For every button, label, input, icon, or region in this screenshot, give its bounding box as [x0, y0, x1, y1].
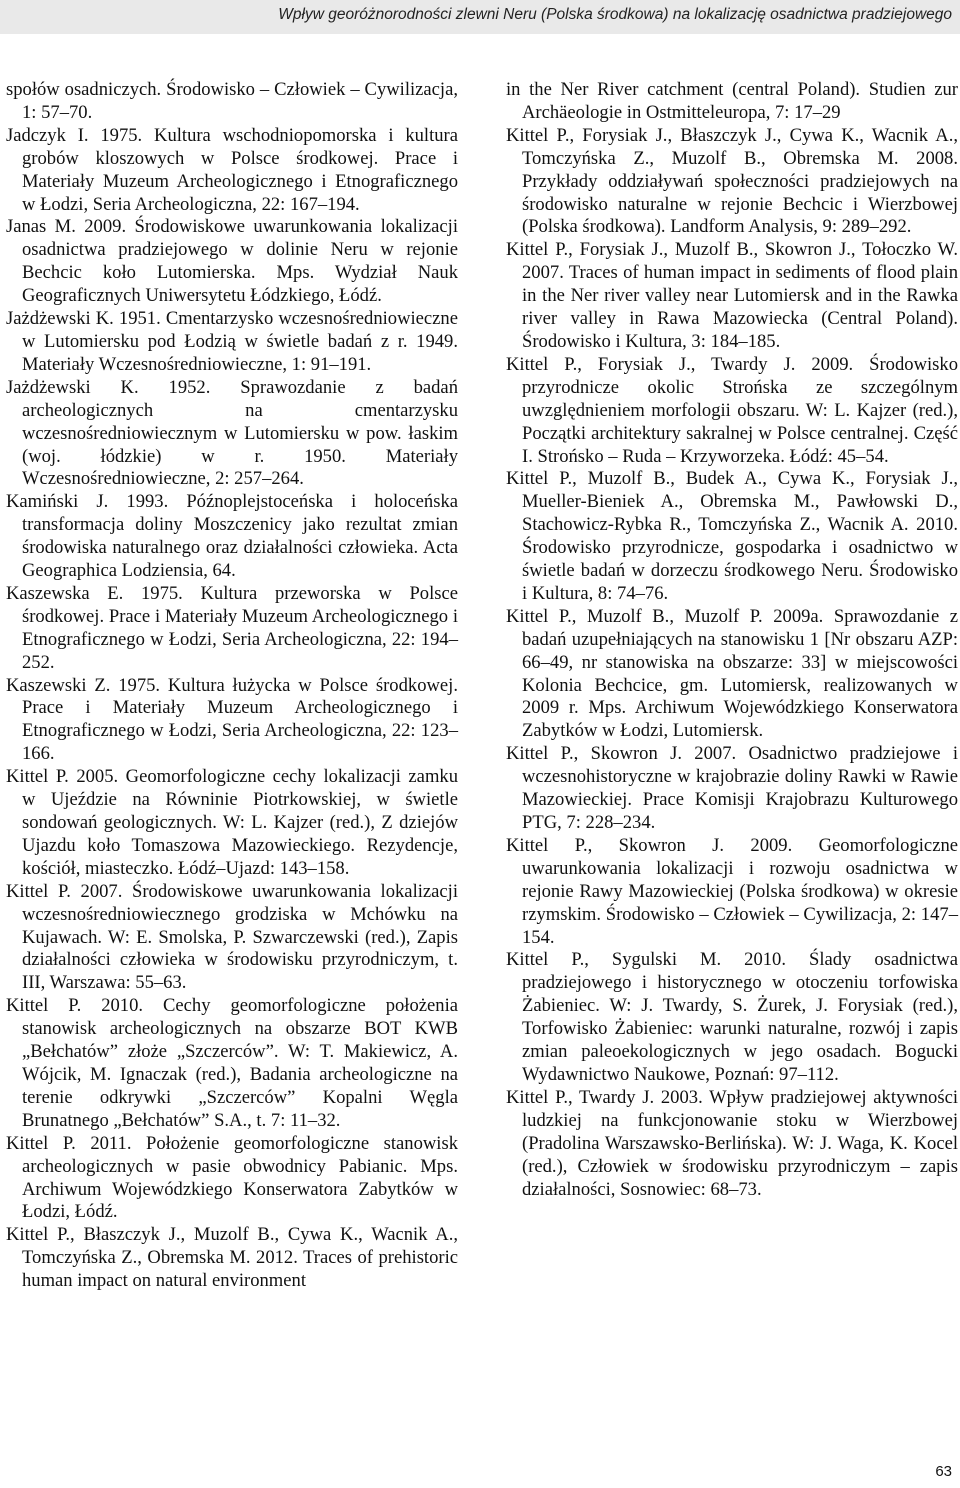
reference-entry: Kittel P. 2010. Cechy geomorfologiczne położenia stanowisk archeologicznych na obszarze BOT KWB „Bełchatów” złoże „Szczerców”. W: T. Makiewicz, A. Wójcik, M. Ignaczak (red.), Badania archeologiczne na terenie odkrywki „Szczerców” Kopalni Węgla Brunatnego „Bełchatów” S.A., t. 7: 11–32.: [6, 995, 458, 1131]
reference-entry: Kamiński J. 1993. Późnoplejstoceńska i holoceńska transformacja doliny Moszczenicy jako rezultat zmian środowiska naturalnego oraz działalności człowieka. Acta Geographica Lodziensia, 64.: [6, 491, 458, 582]
reference-entry: in the Ner River catchment (central Poland). Studien zur Archäeologie in Ostmitteleuropa, 7: 17–29: [506, 79, 958, 123]
reference-entry: Kittel P., Twardy J. 2003. Wpływ pradziejowej aktywności ludzkiej na funkcjonowanie stoku w Wierzbowej (Pradolina Warszawsko-Berlińska). W: J. Waga, K. Kocel (red.), Człowiek w środowisku przyrodniczym – zapis działalności, Sosnowiec: 68–73.: [506, 1086, 958, 1200]
reference-entry: Jadczyk I. 1975. Kultura wschodniopomorska i kultura grobów kloszowych w Polsce środkowej. Prace i Materiały Muzeum Archeologicznego i Etnograficznego w Łodzi, Seria Archeologiczna, 22: 167–194.: [6, 124, 458, 215]
reference-entry: Kaszewski Z. 1975. Kultura łużycka w Polsce środkowej. Prace i Materiały Muzeum Archeologicznego i Etnograficznego w Łodzi, Seria Archeologiczna, 22: 123–166.: [6, 674, 458, 765]
reference-entry: Kittel P., Skowron J. 2007. Osadnictwo pradziejowe i wczesnohistoryczne w krajobrazie doliny Rawki w Rawie Mazowieckiej. Prace Komisji Krajobrazu Kulturowego PTG, 7: 228–234.: [506, 743, 958, 833]
reference-entry: Kittel P., Muzolf B., Budek A., Cywa K., Forysiak J., Mueller-Bieniek A., Obremska M., Pawłowski D., Stachowicz-Rybka R., Tomczyńska Z., Wacnik A. 2010. Środowisko przyrodnicze, gospodarka i osadnictwo w świetle badań w dorzeczu środkowego Neru. Środowisko i Kultura, 8: 74–76.: [506, 468, 958, 604]
reference-entry: Kittel P., Skowron J. 2009. Geomorfologiczne uwarunkowania lokalizacji i rozwoju osadnictwa w rejonie Rawy Mazowieckiej (Polska środkowa) w okresie rzymskim. Środowisko – Człowiek – Cywilizacja, 2: 147–154.: [506, 834, 958, 948]
references-left-column: [6, 79, 458, 1293]
reference-entry: Kaszewska E. 1975. Kultura przeworska w Polsce środkowej. Prace i Materiały Muzeum Archeologicznego i Etnograficznego w Łodzi, Seria Archeologiczna, 22: 194–252.: [6, 582, 458, 673]
references-right-column: [506, 79, 958, 1201]
reference-entry: Kittel P. 2007. Środowiskowe uwarunkowania lokalizacji wczesnośredniowiecznego grodziska w Mchówku na Kujawach. W: E. Smolska, P. Szwarczewski (red.), Zapis działalności człowieka w środowisku przyrodniczym, t. III, Warszawa: 55–63.: [6, 880, 458, 994]
reference-entry: Kittel P., Błaszczyk J., Muzolf B., Cywa K., Wacnik A., Tomczyńska Z., Obremska M. 2012. Traces of prehistoric human impact on natural environment: [6, 1224, 458, 1292]
running-title: Wpływ georóżnorodności zlewni Neru (Polska środkowa) na lokalizację osadnictwa pradziejowego: [278, 6, 952, 23]
reference-entry: Kittel P., Forysiak J., Twardy J. 2009. Środowisko przyrodnicze okolic Strońska ze szczególnym uwzględnieniem morfologii obszaru. W: L. Kajzer (red.), Początki architektury sakralnej w Polsce centralnej. Część I. Strońsko – Ruda – Krzyworzeka. Łódź: 45–54.: [506, 353, 958, 467]
reference-entry: społów osadniczych. Środowisko – Człowiek – Cywilizacja, 1: 57–70.: [6, 79, 458, 123]
reference-entry: Kittel P. 2011. Położenie geomorfologiczne stanowisk archeologicznych w pasie obwodnicy Pabianic. Mps. Archiwum Wojewódzkiego Konserwatora Zabytków w Łodzi, Łódź.: [6, 1132, 458, 1223]
page-number: 63: [935, 1463, 952, 1480]
reference-entry: Kittel P., Forysiak J., Błaszczyk J., Cywa K., Wacnik A., Tomczyńska Z., Muzolf B., Obremska M. 2008. Przykłady oddziaływań społeczności pradziejowych na środowisko naturalne w rejonie Bechcic i Wierzbowej (Polska środkowa). Landform Analysis, 9: 289–292.: [506, 124, 958, 238]
reference-entry: Kittel P. 2005. Geomorfologiczne cechy lokalizacji zamku w Ujeździe na Równinie Piotrkowskiej, w świetle sondowań geologicznych. W: L. Kajzer (red.), Z dziejów Ujazdu koło Tomaszowa Mazowieckiego. Rezydencje, kościół, miasteczko. Łódź–Ujazd: 143–158.: [6, 766, 458, 879]
reference-entry: Jażdżewski K. 1951. Cmentarzysko wczesnośredniowieczne w Lutomiersku pod Łodzią w świetle badań z r. 1949. Materiały Wczesnośredniowieczne, 1: 91–191.: [6, 308, 458, 375]
reference-entry: Kittel P., Muzolf B., Muzolf P. 2009a. Sprawozdanie z badań uzupełniających na stanowisku 1 [Nr obszaru AZP: 66–49, nr stanowiska na obszarze: 33] w miejscowości Kolonia Bechcice, gm. Lutomiersk, realizowanych w 2009 r. Mps. Archiwum Wojewódzkiego Konserwatora Zabytków w Łodzi, Lutomiersk.: [506, 605, 958, 742]
running-header: [0, 0, 960, 34]
reference-entry: Janas M. 2009. Środowiskowe uwarunkowania lokalizacji osadnictwa pradziejowego w dolinie Neru w rejonie Bechcic koło Lutomierska. Mps. Wydział Nauk Geograficznych Uniwersytetu Łódzkiego, Łódź.: [6, 216, 458, 307]
reference-entry: Kittel P., Forysiak J., Muzolf B., Skowron J., Tołoczko W. 2007. Traces of human impact in sediments of flood plain in the Ner river valley near Lutomiersk and in the Rawka river valley in Rawa Mazowiecka (Central Poland). Środowisko i Kultura, 3: 184–185.: [506, 239, 958, 352]
reference-entry: Jażdżewski K. 1952. Sprawozdanie z badań archeologicznych na cmentarzysku wczesnośredniowiecznym w Lutomiersku w pow. łaskim (woj. łódzkie) w r. 1950. Materiały Wczesnośredniowieczne, 2: 257–264.: [6, 376, 458, 490]
reference-entry: Kittel P., Sygulski M. 2010. Ślady osadnictwa pradziejowego i historycznego w otoczeniu torfowiska Żabieniec. W: J. Twardy, S. Żurek, J. Forysiak (red.), Torfowisko Żabieniec: warunki naturalne, rozwój i zapis zmian paleoekologicznych w jego osadach. Bogucki Wydawnictwo Naukowe, Poznań: 97–112.: [506, 949, 958, 1085]
